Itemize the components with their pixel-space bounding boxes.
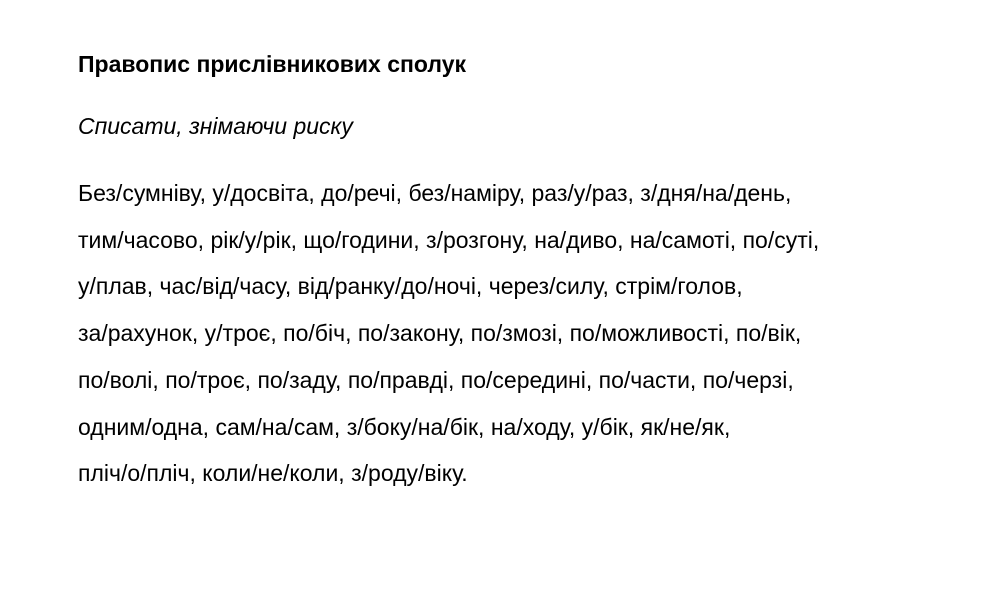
exercise-line: одним/одна, сам/на/сам, з/боку/на/бік, на/ходу, у/бік, як/не/як, (78, 413, 731, 440)
document-title: Правопис прислівникових сполук (78, 51, 467, 77)
task-instruction: Списати, знімаючи риску (78, 113, 353, 139)
exercise-line: по/волі, по/троє, по/заду, по/правді, по/середині, по/части, по/черзі, (78, 366, 794, 393)
exercise-line: Без/сумніву, у/досвіта, до/речі, без/наміру, раз/у/раз, з/дня/на/день, (78, 180, 792, 206)
exercise-text (78, 170, 819, 497)
exercise-line: у/плав, час/від/часу, від/ранку/до/ночі, через/силу, стрім/голов, (78, 273, 743, 300)
exercise-line: за/рахунок, у/троє, по/біч, по/закону, по/змозі, по/можливості, по/вік, (78, 320, 802, 347)
exercise-line: пліч/о/пліч, коли/не/коли, з/роду/віку. (78, 460, 468, 487)
exercise-line: тим/часово, рік/у/рік, що/години, з/розгону, на/диво, на/самоті, по/суті, (78, 226, 820, 253)
